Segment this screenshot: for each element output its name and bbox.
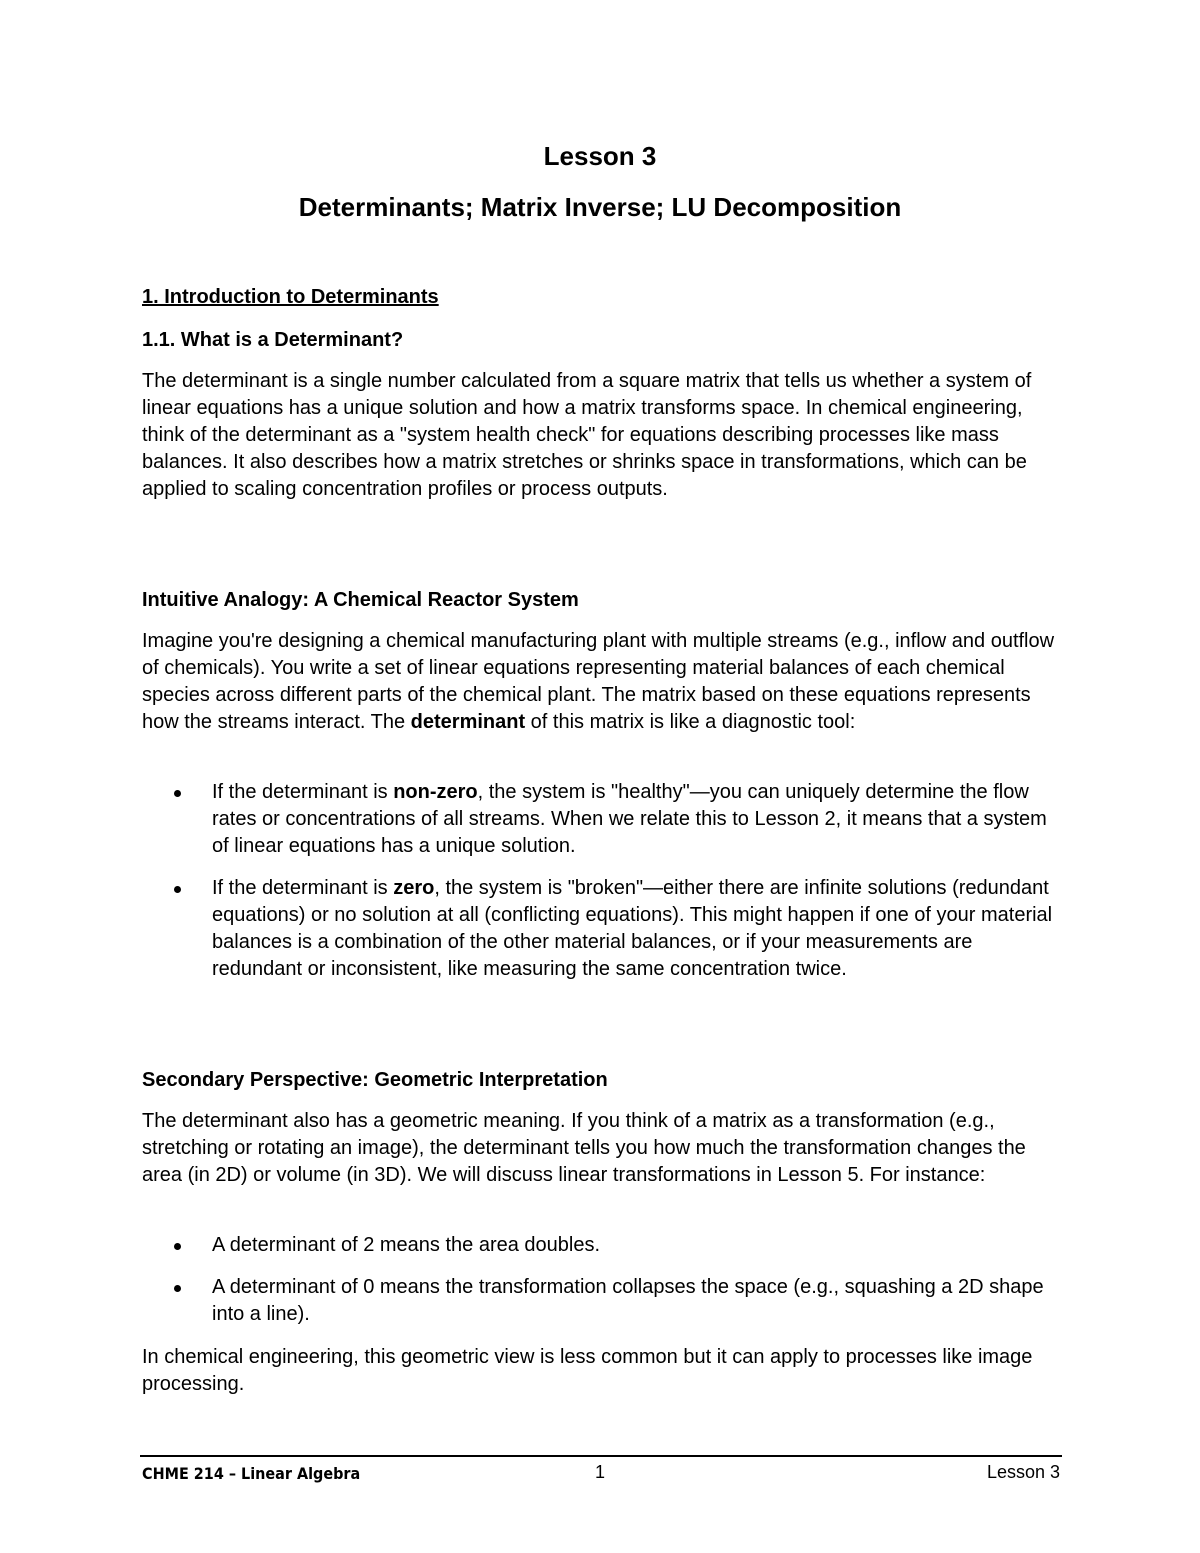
- footer-lesson: Lesson 3: [986, 1462, 1060, 1482]
- bullet-text: A determinant of 0 means the transformation collapses the space (e.g., squashing a 2D shape into a line).: [212, 1276, 1044, 1325]
- analogy-text-before: Imagine you're designing a chemical manufacturing plant with multiple streams (e.g., inflow and outflow of chemicals). You write a set of linear equations representing material balances of each chemical species across different parts of the chemical plant. The matrix based on these equations represents how the streams interact. The: [142, 630, 1055, 733]
- list-item: [142, 1274, 1062, 1328]
- list-item: [142, 779, 1062, 860]
- footer-page-number: 1: [594, 1462, 605, 1482]
- intro-paragraph: The determinant is a single number calculated from a square matrix that tells us whether a system of linear equations has a unique solution and how a matrix transforms space. In chemical engineering, think of the determinant as a "system health check" for equations describing processes like mass balances. It also describes how a matrix stretches or shrinks space in transformations, which can be applied to scaling concentration profiles or process outputs.: [142, 370, 1032, 500]
- bullet-text: If the determinant is: [212, 781, 394, 803]
- bullet-text: , the system is "healthy"—you can uniquely determine the flow rates or concentrations of all streams. When we relate this to Lesson 2, it means that a system of linear equations has a unique solution.: [212, 781, 1047, 857]
- footer-course: CHME 214 – Linear Algebra: [142, 1464, 361, 1483]
- geometric-paragraph: The determinant also has a geometric meaning. If you think of a matrix as a transformation (e.g., stretching or rotating an image), the determinant tells you how much the transformation changes the area (in 2D) or volume (in 3D). We will discuss linear transformations in Lesson 5. For instance:: [142, 1110, 1026, 1186]
- footer-divider: [140, 1455, 1062, 1457]
- analogy-heading: Intuitive Analogy: A Chemical Reactor System: [142, 589, 579, 611]
- geometric-bullet-list: [142, 1232, 1062, 1343]
- list-item: [142, 875, 1062, 983]
- bullet-text: A determinant of 2 means the area doubles.: [212, 1234, 601, 1256]
- geometric-heading: Secondary Perspective: Geometric Interpretation: [142, 1069, 608, 1091]
- lesson-subtitle: Determinants; Matrix Inverse; LU Decomposition: [298, 192, 902, 222]
- bullet-icon: [174, 790, 181, 797]
- bullet-icon: [174, 1243, 181, 1250]
- lesson-title: Lesson 3: [543, 141, 657, 171]
- analogy-bullet-list: [142, 779, 1062, 998]
- bullet-bold: non-zero: [393, 781, 478, 803]
- section-heading: 1. Introduction to Determinants: [142, 286, 439, 308]
- analogy-paragraph: [142, 628, 1062, 736]
- analogy-bold-term: determinant: [410, 711, 526, 733]
- bullet-icon: [174, 1285, 181, 1292]
- subsection-heading: 1.1. What is a Determinant?: [142, 329, 404, 351]
- bullet-text: , the system is "broken"—either there are infinite solutions (redundant equations) or no solution at all (conflicting equations). This might happen if one of your material balances is a combination of the other material balances, or if your measurements are redundant or inconsistent, like measuring the same concentration twice.: [212, 877, 1053, 980]
- list-item: [142, 1232, 1062, 1259]
- closing-paragraph: In chemical engineering, this geometric view is less common but it can apply to processes like image processing.: [142, 1346, 1033, 1395]
- bullet-text: If the determinant is: [212, 877, 394, 899]
- bullet-bold: zero: [393, 877, 435, 899]
- bullet-icon: [174, 886, 181, 893]
- analogy-text-after: of this matrix is like a diagnostic tool:: [525, 711, 856, 733]
